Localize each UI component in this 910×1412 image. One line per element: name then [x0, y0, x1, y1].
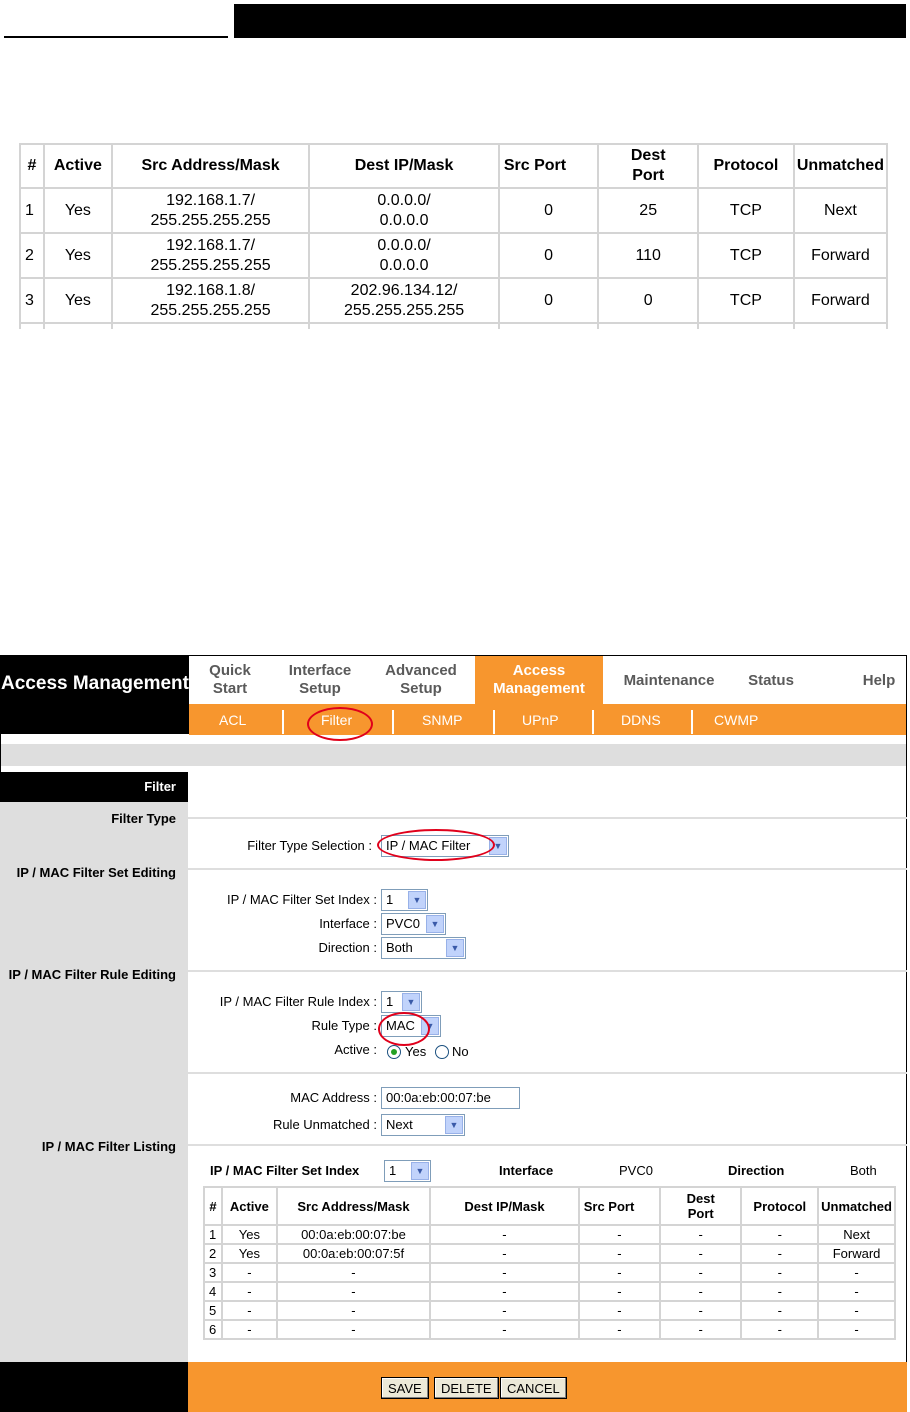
- subnav-separator: [282, 710, 284, 734]
- cell-text: Forward: [811, 291, 870, 309]
- interface-value: PVC0: [386, 916, 420, 931]
- table-cell: Forward: [818, 1244, 895, 1263]
- subnav-acl[interactable]: ACL: [219, 712, 247, 728]
- subnav-snmp[interactable]: SNMP: [422, 712, 463, 728]
- table-cell: -: [660, 1301, 741, 1320]
- table-cell: -: [222, 1320, 277, 1339]
- table-cell-dest-ip: [309, 188, 499, 233]
- subnav-upnp[interactable]: UPnP: [522, 712, 559, 728]
- table-cell: -: [818, 1320, 895, 1339]
- subnav-separator: [592, 710, 594, 734]
- table-cell-unmatched: [794, 233, 887, 278]
- table-cell-dest-port: [598, 233, 698, 278]
- table-cell: -: [579, 1301, 660, 1320]
- table-cell: -: [741, 1263, 818, 1282]
- table-cell-dest-ip: [309, 233, 499, 278]
- col-dest-port-label: Dest Port: [686, 1191, 715, 1221]
- table-cell: 00:0a:eb:00:07:be: [277, 1225, 430, 1244]
- document-header: [0, 0, 910, 40]
- table-cell: -: [277, 1263, 430, 1282]
- col-dest-ip: Dest IP/Mask: [430, 1187, 579, 1225]
- active-yes-radio[interactable]: [387, 1045, 401, 1059]
- table-cell: -: [430, 1244, 579, 1263]
- table-row: [204, 1282, 895, 1301]
- col-src-port: Src Port: [499, 144, 599, 188]
- sidebar-listing: IP / MAC Filter Listing: [41, 1139, 176, 1154]
- table-cell: -: [222, 1301, 277, 1320]
- col-active: Active: [44, 144, 112, 188]
- active-label: Active :: [334, 1042, 377, 1057]
- chevron-down-icon: ▼: [411, 1162, 429, 1180]
- section-divider: [188, 970, 907, 972]
- chevron-down-icon: ▼: [402, 993, 420, 1011]
- listing-set-index-select[interactable]: [384, 1160, 431, 1182]
- example-rules-table: [19, 143, 888, 329]
- table-cell: [698, 323, 794, 329]
- table-cell-src-ip: [112, 233, 309, 278]
- col-unmatched: Unmatched: [818, 1187, 895, 1225]
- cell-text: 0: [544, 201, 554, 219]
- active-no-label: No: [452, 1044, 469, 1059]
- table-cell: [20, 323, 44, 329]
- rule-type-value: MAC: [386, 1018, 415, 1033]
- table-cell: 2: [204, 1244, 222, 1263]
- table-cell-unmatched: [794, 188, 887, 233]
- subnav-cwmp[interactable]: CWMP: [714, 712, 759, 728]
- cell-text: 25: [639, 201, 658, 219]
- col-src-address: Src Address/Mask: [277, 1187, 430, 1225]
- table-cell: Yes: [222, 1225, 277, 1244]
- filter-type-select[interactable]: [381, 835, 509, 857]
- subnav-separator: [392, 710, 394, 734]
- cell-text: 2: [25, 246, 34, 264]
- listing-interface-label: Interface: [499, 1163, 554, 1178]
- sidebar: [0, 772, 188, 1362]
- table-row: [20, 278, 887, 323]
- col-unmatched: Unmatched: [794, 144, 887, 188]
- nav-interface-setup[interactable]: Interface Setup: [288, 662, 352, 697]
- table-cell: 5: [204, 1301, 222, 1320]
- cell-text: Yes: [64, 291, 91, 309]
- table-cell-dest-port: [598, 278, 698, 323]
- table-cell-src-ip: [112, 278, 309, 323]
- cell-text: 0: [544, 291, 554, 309]
- table-cell: -: [818, 1301, 895, 1320]
- sub-nav: [189, 704, 907, 735]
- table-cell: -: [579, 1282, 660, 1301]
- cell-text: 0: [643, 291, 653, 309]
- table-cell: 00:0a:eb:00:07:5f: [277, 1244, 430, 1263]
- table-cell-unmatched: [794, 278, 887, 323]
- cell-text: 0.0.0.0/: [377, 191, 431, 209]
- section-divider: [188, 1144, 907, 1146]
- listing-direction-value: Both: [850, 1163, 877, 1178]
- table-cell: -: [660, 1225, 741, 1244]
- table-cell: -: [660, 1282, 741, 1301]
- col-index: #: [204, 1187, 222, 1225]
- cell-text: 192.168.1.7/: [166, 236, 256, 254]
- table-cell: -: [430, 1282, 579, 1301]
- mac-address-label: MAC Address :: [290, 1090, 377, 1105]
- table-cell-active: [44, 233, 112, 278]
- table-cell: -: [660, 1244, 741, 1263]
- table-cell-index: [20, 278, 44, 323]
- table-cell: 6: [204, 1320, 222, 1339]
- table-cell: -: [741, 1320, 818, 1339]
- table-header-row: [204, 1187, 895, 1225]
- set-index-select[interactable]: [381, 889, 428, 911]
- cell-text: 110: [635, 246, 661, 264]
- table-cell: -: [579, 1263, 660, 1282]
- rule-unmatched-select[interactable]: [381, 1114, 465, 1136]
- table-header-row: [20, 144, 887, 188]
- listing-set-index-value: 1: [389, 1163, 397, 1178]
- cell-text: 1: [25, 201, 34, 219]
- listing-set-index-label: IP / MAC Filter Set Index: [210, 1163, 360, 1178]
- subnav-ddns[interactable]: DDNS: [621, 712, 661, 728]
- cell-text: TCP: [729, 246, 762, 264]
- table-cell-protocol: [698, 188, 794, 233]
- cell-text: Forward: [811, 246, 870, 264]
- section-divider: [188, 1072, 907, 1074]
- nav-advanced-setup[interactable]: Advanced Setup: [385, 662, 457, 697]
- table-row: [204, 1225, 895, 1244]
- cell-text: Next: [823, 201, 857, 219]
- table-cell: -: [277, 1282, 430, 1301]
- subnav-separator: [493, 710, 495, 734]
- table-cell: -: [222, 1282, 277, 1301]
- interface-label: Interface :: [319, 916, 377, 931]
- interface-select[interactable]: [381, 913, 446, 935]
- mac-address-input[interactable]: 00:0a:eb:00:07:be: [381, 1087, 520, 1109]
- table-cell-index: [20, 188, 44, 233]
- table-cell: -: [430, 1320, 579, 1339]
- rule-type-label: Rule Type :: [311, 1018, 377, 1033]
- save-button[interactable]: SAVE: [381, 1377, 429, 1399]
- table-cell: [112, 323, 309, 329]
- cell-text: 255.255.255.255: [150, 211, 271, 229]
- chevron-down-icon: ▼: [426, 915, 444, 933]
- cell-text: 255.255.255.255: [150, 256, 271, 274]
- table-cell: -: [430, 1225, 579, 1244]
- table-cell-active: [44, 188, 112, 233]
- chevron-down-icon: ▼: [408, 891, 426, 909]
- cell-text: 255.255.255.255: [150, 301, 271, 319]
- cell-text: 3: [25, 291, 34, 309]
- rule-type-select[interactable]: [381, 1015, 441, 1037]
- filter-type-label: Filter Type Selection :: [247, 838, 372, 853]
- subnav-separator: [691, 710, 693, 734]
- rule-unmatched-label: Rule Unmatched :: [272, 1117, 377, 1132]
- cell-text: Yes: [64, 246, 91, 264]
- table-cell-index: [20, 233, 44, 278]
- col-dest-port: [598, 144, 698, 188]
- nav-access-management[interactable]: Access Management: [475, 656, 603, 704]
- cell-text: TCP: [729, 201, 762, 219]
- table-cell-dest-ip: [309, 278, 499, 323]
- table-cell: Yes: [222, 1244, 277, 1263]
- direction-value: Both: [386, 940, 413, 955]
- cell-text: 0.0.0.0/: [377, 236, 431, 254]
- table-cell: [794, 323, 887, 329]
- table-cell: [598, 323, 698, 329]
- table-cell: -: [741, 1301, 818, 1320]
- table-cell: -: [430, 1263, 579, 1282]
- sidebar-heading: Filter: [0, 772, 188, 802]
- table-row: [20, 188, 887, 233]
- rule-unmatched-value: Next: [386, 1117, 413, 1132]
- cell-text: 0.0.0.0: [379, 256, 429, 274]
- cell-text: 0.0.0.0: [379, 211, 429, 229]
- col-index: #: [20, 144, 44, 188]
- direction-label: Direction :: [318, 940, 377, 955]
- table-cell: [44, 323, 112, 329]
- table-row: [204, 1320, 895, 1339]
- sidebar-rule-editing: IP / MAC Filter Rule Editing: [8, 967, 176, 982]
- nav-status[interactable]: Status: [748, 672, 794, 689]
- chevron-down-icon: ▼: [421, 1017, 439, 1035]
- section-divider: [188, 817, 907, 819]
- col-src-port: Src Port: [579, 1187, 660, 1225]
- table-cell: -: [660, 1263, 741, 1282]
- rule-index-value: 1: [386, 994, 394, 1009]
- header-bar-right: [234, 4, 906, 38]
- table-cell-src-port: [499, 278, 599, 323]
- table-cell: Next: [818, 1225, 895, 1244]
- table-cell-dest-port: [598, 188, 698, 233]
- table-cell: -: [277, 1320, 430, 1339]
- active-no-radio[interactable]: [435, 1045, 449, 1059]
- rule-index-select[interactable]: [381, 991, 422, 1013]
- table-cell: -: [579, 1320, 660, 1339]
- table-cell-active: [44, 278, 112, 323]
- table-row: [204, 1263, 895, 1282]
- col-dest-ip: Dest IP/Mask: [309, 144, 499, 188]
- cell-text: 202.96.134.12/: [350, 281, 458, 299]
- header-rule-left: [4, 36, 228, 38]
- chevron-down-icon: ▼: [445, 1116, 463, 1134]
- table-cell: 4: [204, 1282, 222, 1301]
- table-cell: -: [818, 1263, 895, 1282]
- active-yes-label: Yes: [405, 1044, 427, 1059]
- table-cell: [499, 323, 599, 329]
- nav-maintenance[interactable]: Maintenance: [623, 672, 715, 689]
- table-cell: -: [741, 1225, 818, 1244]
- chevron-down-icon: ▼: [489, 837, 507, 855]
- table-row: [204, 1244, 895, 1263]
- set-index-value: 1: [386, 892, 394, 907]
- table-cell-src-ip: [112, 188, 309, 233]
- delete-button[interactable]: DELETE: [434, 1377, 499, 1399]
- table-cell: 3: [204, 1263, 222, 1282]
- table-cell: -: [741, 1282, 818, 1301]
- col-active: Active: [222, 1187, 277, 1225]
- table-row: [20, 233, 887, 278]
- footer-left-block: [0, 1362, 188, 1412]
- table-cell-protocol: [698, 233, 794, 278]
- sidebar-filter-type: Filter Type: [111, 811, 176, 826]
- listing-interface-value: PVC0: [619, 1163, 653, 1178]
- table-cell-protocol: [698, 278, 794, 323]
- table-cell: -: [741, 1244, 818, 1263]
- table-cell: -: [579, 1225, 660, 1244]
- table-cell: -: [818, 1282, 895, 1301]
- table-cell: -: [660, 1320, 741, 1339]
- col-protocol: Protocol: [698, 144, 794, 188]
- col-src-address: Src Address/Mask: [112, 144, 309, 188]
- section-title: Access Management: [1, 656, 189, 734]
- filter-listing-table: [203, 1186, 896, 1340]
- section-divider: [188, 868, 907, 870]
- table-cell: -: [222, 1263, 277, 1282]
- rule-index-label: IP / MAC Filter Rule Index :: [219, 994, 377, 1009]
- table-cell: 1: [204, 1225, 222, 1244]
- direction-select[interactable]: [381, 937, 466, 959]
- chevron-down-icon: ▼: [446, 939, 464, 957]
- main-nav: [189, 656, 907, 704]
- cancel-button[interactable]: CANCEL: [500, 1377, 567, 1399]
- col-dest-port: [660, 1187, 741, 1225]
- table-cell: -: [579, 1244, 660, 1263]
- filter-type-value: IP / MAC Filter: [386, 838, 471, 853]
- table-cell-src-port: [499, 188, 599, 233]
- set-index-label: IP / MAC Filter Set Index :: [226, 892, 377, 907]
- nav-help[interactable]: Help: [862, 672, 896, 689]
- spacer-band: [1, 744, 907, 766]
- cell-text: 192.168.1.7/: [166, 191, 256, 209]
- table-cell-src-port: [499, 233, 599, 278]
- table-row-cut: [20, 323, 887, 329]
- table-cell: -: [277, 1301, 430, 1320]
- cell-text: TCP: [729, 291, 762, 309]
- table-cell: [309, 323, 499, 329]
- cell-text: Yes: [64, 201, 91, 219]
- nav-quick-start[interactable]: Quick Start: [209, 662, 251, 697]
- cell-text: 255.255.255.255: [344, 301, 465, 319]
- col-protocol: Protocol: [741, 1187, 818, 1225]
- table-row: [204, 1301, 895, 1320]
- table-cell: -: [430, 1301, 579, 1320]
- sidebar-set-editing: IP / MAC Filter Set Editing: [16, 865, 176, 880]
- cell-text: 0: [544, 246, 554, 264]
- cell-text: 192.168.1.8/: [166, 281, 256, 299]
- col-dest-port-label: Dest Port: [630, 147, 666, 184]
- subnav-filter[interactable]: Filter: [321, 712, 353, 728]
- listing-direction-label: Direction: [728, 1163, 785, 1178]
